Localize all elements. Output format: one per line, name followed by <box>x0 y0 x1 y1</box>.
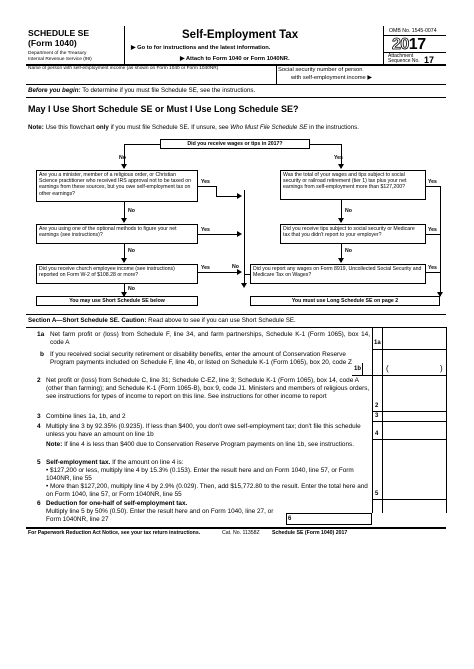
note-only: only <box>96 124 109 131</box>
flow-right-q3-yes: Yes <box>428 265 437 271</box>
omb-number: OMB No. 1545-0074 <box>389 28 437 34</box>
flow-left-q3-no: No <box>128 286 135 292</box>
line-5-bullet-1: • $127,200 or less, multiply line 4 by 15.3% (0.153). Enter the result here and on Form 1040, line 57, or Form 1040NR, line 55 <box>46 467 354 482</box>
section-a-caution-text: Read above to see if you can use Short Schedule SE. <box>148 317 296 324</box>
name-field[interactable] <box>28 71 274 81</box>
line-4-note <box>46 441 368 449</box>
attachment-label: Attachment <box>388 53 414 59</box>
line-2-amount[interactable] <box>383 400 445 411</box>
flow-top-yes: Yes <box>334 155 343 161</box>
line-3-amount[interactable] <box>383 412 445 421</box>
line-1b-number: b <box>40 351 44 358</box>
footer-cat: Cat. No. 11358Z <box>222 530 260 536</box>
sequence-label: Sequence No. <box>388 58 420 64</box>
line-1a-ref: 1a <box>374 340 381 346</box>
department-label: Department of the Treasury <box>28 51 87 56</box>
tax-year-prefix: 20 <box>392 36 409 53</box>
before-you-begin-text: To determine if you must file Schedule SE, see the instructions. <box>82 87 256 94</box>
schedule-label: SCHEDULE SE <box>28 28 90 38</box>
line-4-ref: 4 <box>375 431 379 437</box>
line-3-text: Combine lines 1a, 1b, and 2 <box>46 413 126 420</box>
flow-left-q3-yes: Yes <box>201 265 210 271</box>
sequence-number: 17 <box>424 55 435 65</box>
line-6-amount[interactable] <box>296 514 370 524</box>
flow-left-q2-yes: Yes <box>201 227 210 233</box>
footer-paperwork: For Paperwork Reduction Act Notice, see your tax return instructions. <box>28 530 201 536</box>
footer-form: Schedule SE (Form 1040) 2017 <box>272 530 348 536</box>
line-3-ref: 3 <box>375 413 379 419</box>
flow-top-no: No <box>119 155 126 161</box>
note-text-c: in the instructions. <box>309 124 359 131</box>
flow-right-q1-yes: Yes <box>428 179 437 185</box>
line-4-number: 4 <box>37 423 41 430</box>
flow-top-question: Did you receive wages or tips in 2017? <box>160 139 310 149</box>
line-2-number: 2 <box>37 377 41 384</box>
flow-left-q1: Are you a minister, member of a religious order, or Christian Science practitioner who received IRS approval not to be taxed on earnings from these sources, but you owe self-employment tax on other earnings? <box>36 170 198 202</box>
flow-right-q1: Was the total of your wages and tips subject to social security or railroad retirement (tier 1) tax plus your net earnings from self-employment more than $127,200? <box>280 170 426 200</box>
form-title: Self-Employment Tax <box>182 29 299 41</box>
flow-right-q3: Did you report any wages on Form 8919, Uncollected Social Security and Medicare Tax on Wages? <box>250 264 426 284</box>
line-2-text: Net profit or (loss) from Schedule C, line 31; Schedule C-EZ, line 3; Schedule K-1 (Form 1065), box 14, code A (other than farming); and Schedule K-1 (Form 1065-B), box 9, code J1. Ministers and members of religious orders, see instructions for types of income to report on this line. See instructions for other income to report <box>46 377 370 400</box>
tax-year-suffix: 17 <box>408 36 426 53</box>
note-text-b: if you must file Schedule SE. If unsure, see <box>110 124 229 131</box>
line-6-text: Multiply line 5 by 50% (0.50). Enter the result here and on Form 1040, line 27, or Form 1040NR, line 27 <box>46 508 274 523</box>
flow-left-q1-yes: Yes <box>201 179 210 185</box>
line-6-title: Deduction for one-half of self-employment tax. <box>46 500 188 507</box>
line-5-ref: 5 <box>375 491 379 497</box>
flow-left-q2-no: No <box>128 248 135 254</box>
attach-instructions: ▶ Attach to Form 1040 or Form 1040NR. <box>180 56 290 62</box>
line-1b-paren-open: ( <box>386 364 389 373</box>
goto-instructions: ▶ Go to for instructions and the latest information. <box>131 45 271 51</box>
line-6-ref: 6 <box>288 516 292 522</box>
line-5-text: If the amount on line 4 is: <box>112 459 184 466</box>
line-2-ref: 2 <box>375 403 379 409</box>
line-5-number: 5 <box>37 459 41 466</box>
line-4-text: Multiply line 3 by 92.35% (0.9235). If less than $400, you don't owe self-employment tax; don't file this schedule unless you have an amount on line 1b <box>46 423 361 438</box>
section-a-caution: Caution: <box>121 317 147 324</box>
line-1b-amount[interactable] <box>390 363 438 375</box>
line-5-title: Self-employment tax. <box>46 459 111 466</box>
line-4-note-text: If line 4 is less than $400 due to Conservation Reserve Program payments on line 1b, see instructions. <box>64 441 354 448</box>
flow-right-q2-no: No <box>345 248 352 254</box>
ssn-field[interactable] <box>367 66 445 82</box>
ssn-label-2: with self-employment income ▶ <box>291 75 372 81</box>
form-label: (Form 1040) <box>28 38 77 48</box>
name-field-label: Name of person with self-employment income (as shown on Form 1040 or Form 1040NR) <box>28 66 219 71</box>
line-5-bullet-2: • More than $127,200, multiply line 4 by 2.9% (0.029). Then, add $15,772.80 to the result. Enter the total here and on Form 1040, line 57, or Form 1040NR, line 55 <box>46 483 368 498</box>
flow-right-q2-yes: Yes <box>428 227 437 233</box>
before-you-begin-label: Before you begin: <box>28 87 81 94</box>
line-1a-amount[interactable] <box>383 336 445 348</box>
note-text-a: Use this flowchart <box>45 124 95 131</box>
flow-left-q3: Did you receive church employee income (see instructions) reported on Form W-2 of $108.28 or more? <box>36 264 198 284</box>
section-a-title: Section A—Short Schedule SE. <box>28 317 120 324</box>
flow-right-q1-no: No <box>345 208 352 214</box>
before-you-begin <box>28 87 255 95</box>
line-1b-ref: 1b <box>354 366 362 372</box>
flow-result-short: You may use Short Schedule SE below <box>36 296 198 306</box>
note-line <box>28 124 359 132</box>
line-1a-text: Net farm profit or (loss) from Schedule F, line 34, and farm partnerships, Schedule K-1 (Form 1065), box 14, code A <box>50 331 370 346</box>
ssn-label-1: Social security number of person <box>278 67 363 73</box>
flow-left-q2: Are you using one of the optional methods to figure your net earnings (see instructions)? <box>36 224 198 244</box>
flow-right-q2: Did you receive tips subject to social security or Medicare tax that you didn't report to your employer? <box>280 224 426 244</box>
line-4-note-label: Note: <box>46 441 63 448</box>
section-a-header <box>28 317 296 325</box>
section-title: May I Use Short Schedule SE or Must I Use Long Schedule SE? <box>28 104 299 114</box>
line-3-number: 3 <box>37 413 41 420</box>
line-1b-text: If you received social security retirement or disability benefits, enter the amount of Conservation Reserve Program payments included on Schedule F, line 4b, or listed on Schedule K-1 (Form 1065), box 20, code Z <box>50 351 352 366</box>
flow-left-q1-no: No <box>128 208 135 214</box>
line-1b-paren-close: ) <box>440 364 443 373</box>
irs-label: Internal Revenue Service (99) <box>28 57 92 62</box>
line-6-number: 6 <box>37 500 41 507</box>
note-label: Note: <box>28 124 44 131</box>
line-4-amount[interactable] <box>383 428 445 438</box>
line-5-amount[interactable] <box>383 488 445 498</box>
line-1a-number: 1a <box>37 331 45 338</box>
flow-right-q3-no: No <box>232 264 239 270</box>
flow-result-long: You must use Long Schedule SE on page 2 <box>250 296 440 306</box>
line-5-header <box>46 459 368 467</box>
note-italic: Who Must File Schedule SE <box>230 124 308 131</box>
